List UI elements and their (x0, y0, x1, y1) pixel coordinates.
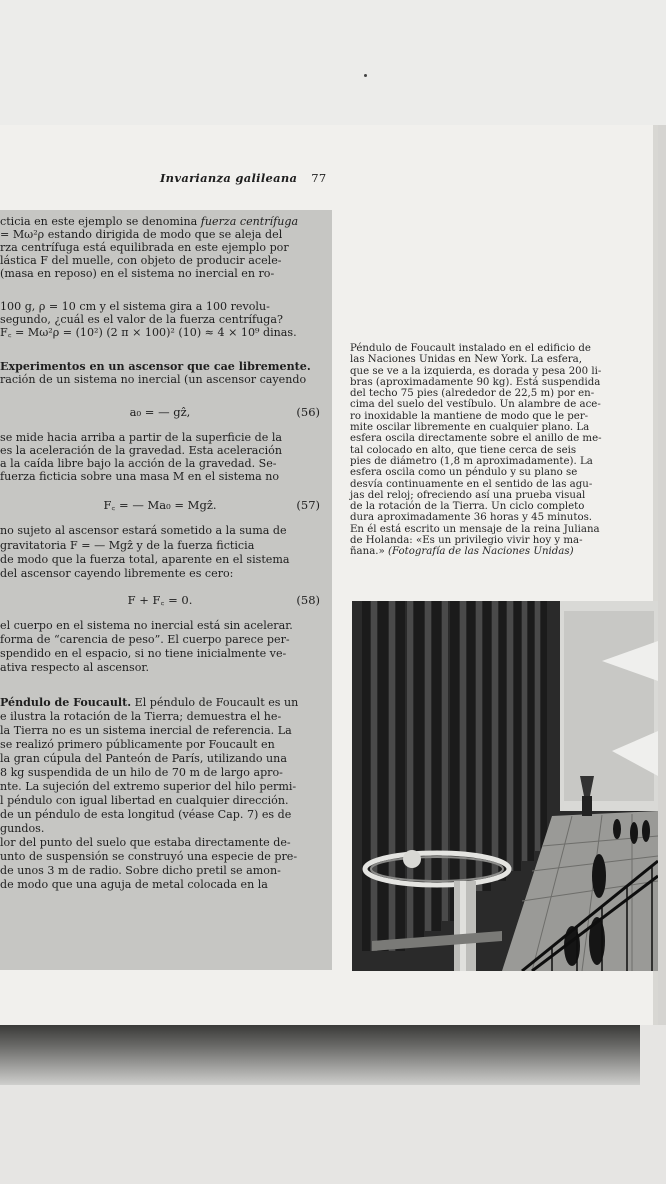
text-line: de modo que la fuerza total, aparente en el sistema (0, 553, 290, 566)
running-header (160, 171, 330, 185)
text-line: se mide hacia arriba a partir de la superficie de la (0, 431, 283, 444)
foucault-pendulum-photo (352, 601, 658, 971)
text-line: de modo que una aguja de metal colocada en la (0, 878, 268, 891)
photo-caption (350, 343, 630, 558)
text-line: de unos 3 m de radio. Sobre dicho pretil se amon- (0, 864, 281, 877)
text-line: unto de suspensión se construyó una especie de pre- (0, 850, 298, 863)
text-line: spendido en el espacio, si no tiene inicialmente ve- (0, 647, 287, 660)
text-line: (masa en reposo) en el sistema no inercial en ro- (0, 267, 275, 280)
caption-line: Péndulo de Foucault instalado en el edificio de (350, 343, 591, 354)
section-heading: Péndulo de Foucault. El péndulo de Foucault es un (0, 696, 299, 709)
caption-line: de Holanda: «Es un privilegio vivir hoy y ma- (350, 535, 583, 547)
text-line: es la aceleración de la gravedad. Esta aceleración (0, 444, 283, 457)
caption-line: de la rotación de la Tierra. Un ciclo completo (350, 501, 585, 513)
book-page (0, 125, 658, 1025)
text-line: 100 g, ρ = 10 cm y el sistema gira a 100 revolu- (0, 300, 270, 313)
text-line: gravitatoria F = — Mgẑ y de la fuerza ficticia (0, 539, 255, 552)
text-line: = Mω²ρ estando dirigida de modo que se aleja del (0, 228, 283, 241)
text-line: de un péndulo de esta longitud (véase Cap. 7) es de (0, 808, 292, 821)
text-line: forma de “carencia de peso”. El cuerpo parece per- (0, 633, 290, 646)
text-line: se realizó primero públicamente por Foucault en (0, 738, 275, 751)
caption-line: del techo 75 pies (alrededor de 22,5 m) por en- (350, 388, 595, 400)
text-line: 8 kg suspendida de un hilo de 70 m de largo apro- (0, 766, 283, 779)
caption-line: tal colocado en alto, que tiene cerca de seis (350, 444, 577, 456)
caption-line: pies de diámetro (1,8 m aproximadamente). La (350, 455, 593, 467)
text-line: lor del punto del suelo que estaba directamente de- (0, 836, 291, 849)
text-line: lástica F del muelle, con objeto de producir acele- (0, 254, 282, 267)
text-line: la gran cúpula del Panteón de París, utilizando una (0, 752, 287, 765)
caption-line: En él está escrito un mensaje de la reina Juliana (350, 523, 600, 535)
running-head-title: Invarianza galileana (160, 171, 298, 185)
text-line: del ascensor cayendo libremente es cero: (0, 567, 234, 580)
text-line: a la caída libre bajo la acción de la gravedad. Se- (0, 457, 277, 470)
column-text: cticia en este ejemplo se denomina fuerza centrífuga = Mω²ρ estando dirigida de modo que se aleja del rza centrífuga está equilibrada en este ejemplo por lástica F del muelle, con objeto de producir acele- (masa en reposo) en el sistema no inercial en ro- 100 g, ρ = 10 cm y el sistema gira a 100 revolu- segundo, ¿cuál es el valor de la fuerza centrífuga? F꜀ = Mω²ρ = (10²) (2 π × 100)² (10) ≈ 4 × 10⁹ dinas. Experimentos en un ascensor que cae libremente. ración de un sistema no inercial (un ascensor cayendo a₀ = — gẑ, (56) se mide hacia arriba a partir de la superficie de la es la aceleración de la gravedad. Esta aceleración a la caída libre bajo la acción de la gravedad. Se- fuerza ficticia sobre una masa M en el sistema no F꜀ = — Ma₀ = Mgẑ. (57) no sujeto al ascensor estará sometido a la suma de gravitatoria F = — Mgẑ y de la fuerza ficticia de modo que la fuerza total, aparente en el sistema del ascensor cayendo libremente es cero: F + F꜀ = 0. (58) el cuerpo en el sistema no inercial está sin acelerar. forma de “carencia de peso”. El cuerpo parece per- spendido en el espacio, si no tiene inicialmente ve- ativa respecto al ascensor. Péndulo de Foucault. El péndulo de Foucault es un e ilustra la rotación de la Tierra; demuestra el he- la Tierra no es un sistema inercial de referencia. La se realizó primero públicamente por Foucault en la gran cúpula del Panteón de París, utilizando una 8 kg suspendida de un hilo de 70 m de largo apro- nte. La sujeción del extremo superior del hilo permi- l péndulo con igual libertad en cualquier dirección. de un péndulo de esta longitud (véase Cap. 7) es de gundos. lor del punto del suelo que estaba directamente de- unto de suspensión se construyó una especie de pre- de unos 3 m de radio. Sobre dicho pretil se amon- de modo que una aguja de metal colocada en la (0, 215, 320, 891)
page-shadow (0, 1025, 640, 1085)
text-line: gundos. (0, 822, 45, 835)
text-line: F꜀ = Mω²ρ = (10²) (2 π × 100)² (10) ≈ 4 × 10⁹ dinas. (0, 326, 297, 339)
caption-line: ro inoxidable la mantiene de modo que le per- (350, 410, 589, 422)
text-line: l péndulo con igual libertad en cualquier dirección. (0, 794, 289, 807)
background-top (0, 0, 666, 125)
caption-line: mite oscilar libremente en cualquier plano. La (350, 422, 590, 434)
text-line: no sujeto al ascensor estará sometido a la suma de (0, 524, 287, 537)
text-line: ativa respecto al ascensor. (0, 661, 150, 674)
caption-line: ñana.» (Fotografía de las Naciones Unidas) (350, 546, 574, 558)
next-page-edge (658, 125, 666, 1025)
caption-line: que se ve a la izquierda, es dorada y pesa 200 li- (350, 365, 602, 377)
caption-line: esfera oscila directamente sobre el anillo de me- (350, 433, 602, 445)
text-line: nte. La sujeción del extremo superior del hilo permi- (0, 780, 297, 793)
page-number: 77 (311, 171, 327, 185)
caption-line: cima del suelo del vestíbulo. Un alambre de ace- (350, 399, 601, 411)
caption-line: esfera oscila como un péndulo y su plano se (350, 467, 578, 479)
text-line: segundo, ¿cuál es el valor de la fuerza centrífuga? (0, 313, 283, 326)
text-line: fuerza ficticia sobre una masa M en el sistema no (0, 470, 280, 483)
speck (364, 74, 367, 77)
section-heading: Experimentos en un ascensor que cae libremente. (0, 360, 311, 373)
caption-line: dura aproximadamente 36 horas y 45 minutos. (350, 512, 593, 524)
text-line: la Tierra no es un sistema inercial de referencia. La (0, 724, 292, 737)
text-line: rza centrífuga está equilibrada en este ejemplo por (0, 241, 289, 254)
text-line: cticia en este ejemplo se denomina fuerza centrífuga (0, 215, 299, 228)
shaded-text-column (0, 210, 332, 970)
caption-line: las Naciones Unidas en New York. La esfera, (350, 354, 582, 366)
text-line: el cuerpo en el sistema no inercial está sin acelerar. (0, 619, 293, 632)
text-line: e ilustra la rotación de la Tierra; demuestra el he- (0, 710, 282, 723)
caption-line: bras (aproximadamente 90 kg). Está suspendida (350, 376, 601, 388)
caption-line: desvía continuamente en el sentido de las agu- (350, 478, 593, 490)
caption-line: jas del reloj; ofreciendo así una prueba visual (350, 489, 586, 501)
text-line: ración de un sistema no inercial (un ascensor cayendo (0, 373, 307, 386)
